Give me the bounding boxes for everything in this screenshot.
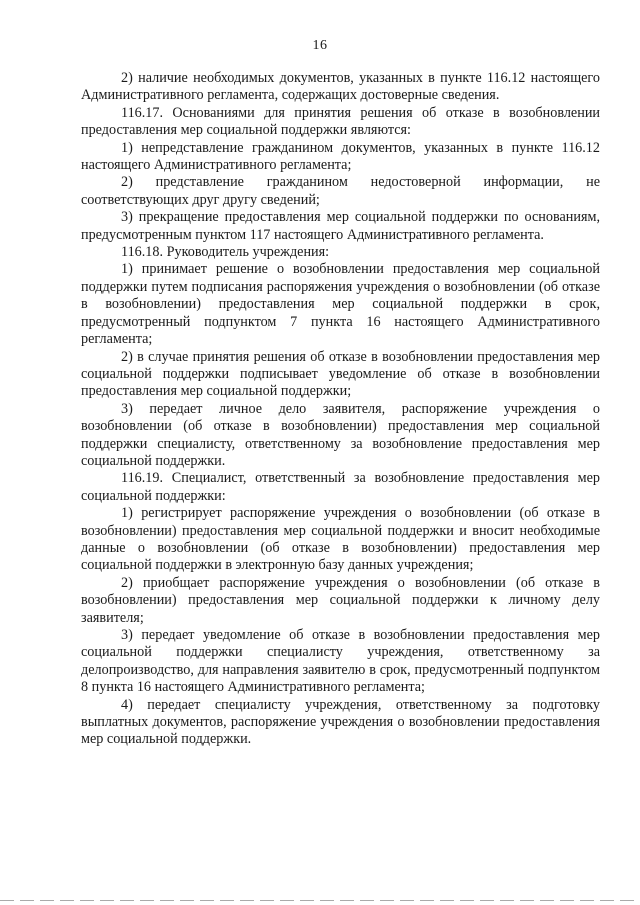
paragraph-116-17-heading: 116.17. Основаниями для принятия решения об отказе в возобновлении предоставления мер социальной поддержки являются: bbox=[81, 104, 600, 139]
page-number: 16 bbox=[312, 38, 328, 53]
paragraph-116-18-item-3: 3) передает личное дело заявителя, распоряжение учреждения о возобновлении (об отказе в возобновлении) предоставления мер социальной поддержки специалисту, ответственному за возобновление предоставления мер социальной поддержки. bbox=[81, 400, 600, 469]
paragraph-116-17-item-2: 2) представление гражданином недостоверной информации, не соответствующих друг другу сведений; bbox=[81, 174, 600, 208]
paragraph-116-19-item-2: 2) приобщает распоряжение учреждения о возобновлении (об отказе в возобновлении) предоставления мер социальной поддержки к личному делу заявителя; bbox=[81, 574, 600, 626]
paragraph-116-18-item-2: 2) в случае принятия решения об отказе в возобновлении предоставления мер социальной поддержки подписывает уведомление об отказе в возобновлении предоставления мер социальной поддержки; bbox=[81, 348, 600, 400]
scan-edge-divider bbox=[0, 900, 640, 901]
paragraph-116-19-item-4: 4) передает специалисту учреждения, ответственному за подготовку выплатных документов, распоряжение учреждения о возобновлении предоставления мер социальной поддержки. bbox=[81, 696, 600, 748]
paragraph-116-19-item-1: 1) регистрирует распоряжение учреждения о возобновлении (об отказе в возобновлении) предоставления мер социальной поддержки и вносит необходимые данные о возобновлении (об отказе в возобновлении) предоставления мер социальной поддержки в электронную базу данных учреждения; bbox=[81, 505, 600, 574]
paragraph-116-19-heading: 116.19. Специалист, ответственный за возобновление предоставления мер социальной поддержки: bbox=[81, 470, 600, 504]
paragraph-116-17-item-3: 3) прекращение предоставления мер социальной поддержки по основаниям, предусмотренным пунктом 117 настоящего Административного регламента. bbox=[81, 209, 600, 243]
paragraph-116-18-item-1: 1) принимает решение о возобновлении предоставления мер социальной поддержки путем подписания распоряжения учреждения о возобновлении (об отказе в возобновлении) предоставления мер социальной поддержки в срок, предусмотренный подпунктом 7 пункта 16 настоящего Административного регламента; bbox=[81, 261, 600, 348]
document-body bbox=[81, 70, 600, 749]
paragraph-item-2-documents: 2) наличие необходимых документов, указанных в пункте 116.12 настоящего Административного регламента, содержащих достоверные сведения. bbox=[81, 70, 600, 104]
paragraph-116-18-heading: 116.18. Руководитель учреждения: bbox=[121, 244, 330, 261]
paragraph-116-19-item-3: 3) передает уведомление об отказе в возобновлении предоставления мер социальной поддержки специалисту учреждения, ответственному за делопроизводство, для направления заявителю в срок, предусмотренный подпунктом 8 пункта 16 настоящего Административного регламента; bbox=[81, 627, 600, 696]
paragraph-116-17-item-1: 1) непредставление гражданином документов, указанных в пункте 116.12 настоящего Административного регламента; bbox=[81, 139, 600, 174]
